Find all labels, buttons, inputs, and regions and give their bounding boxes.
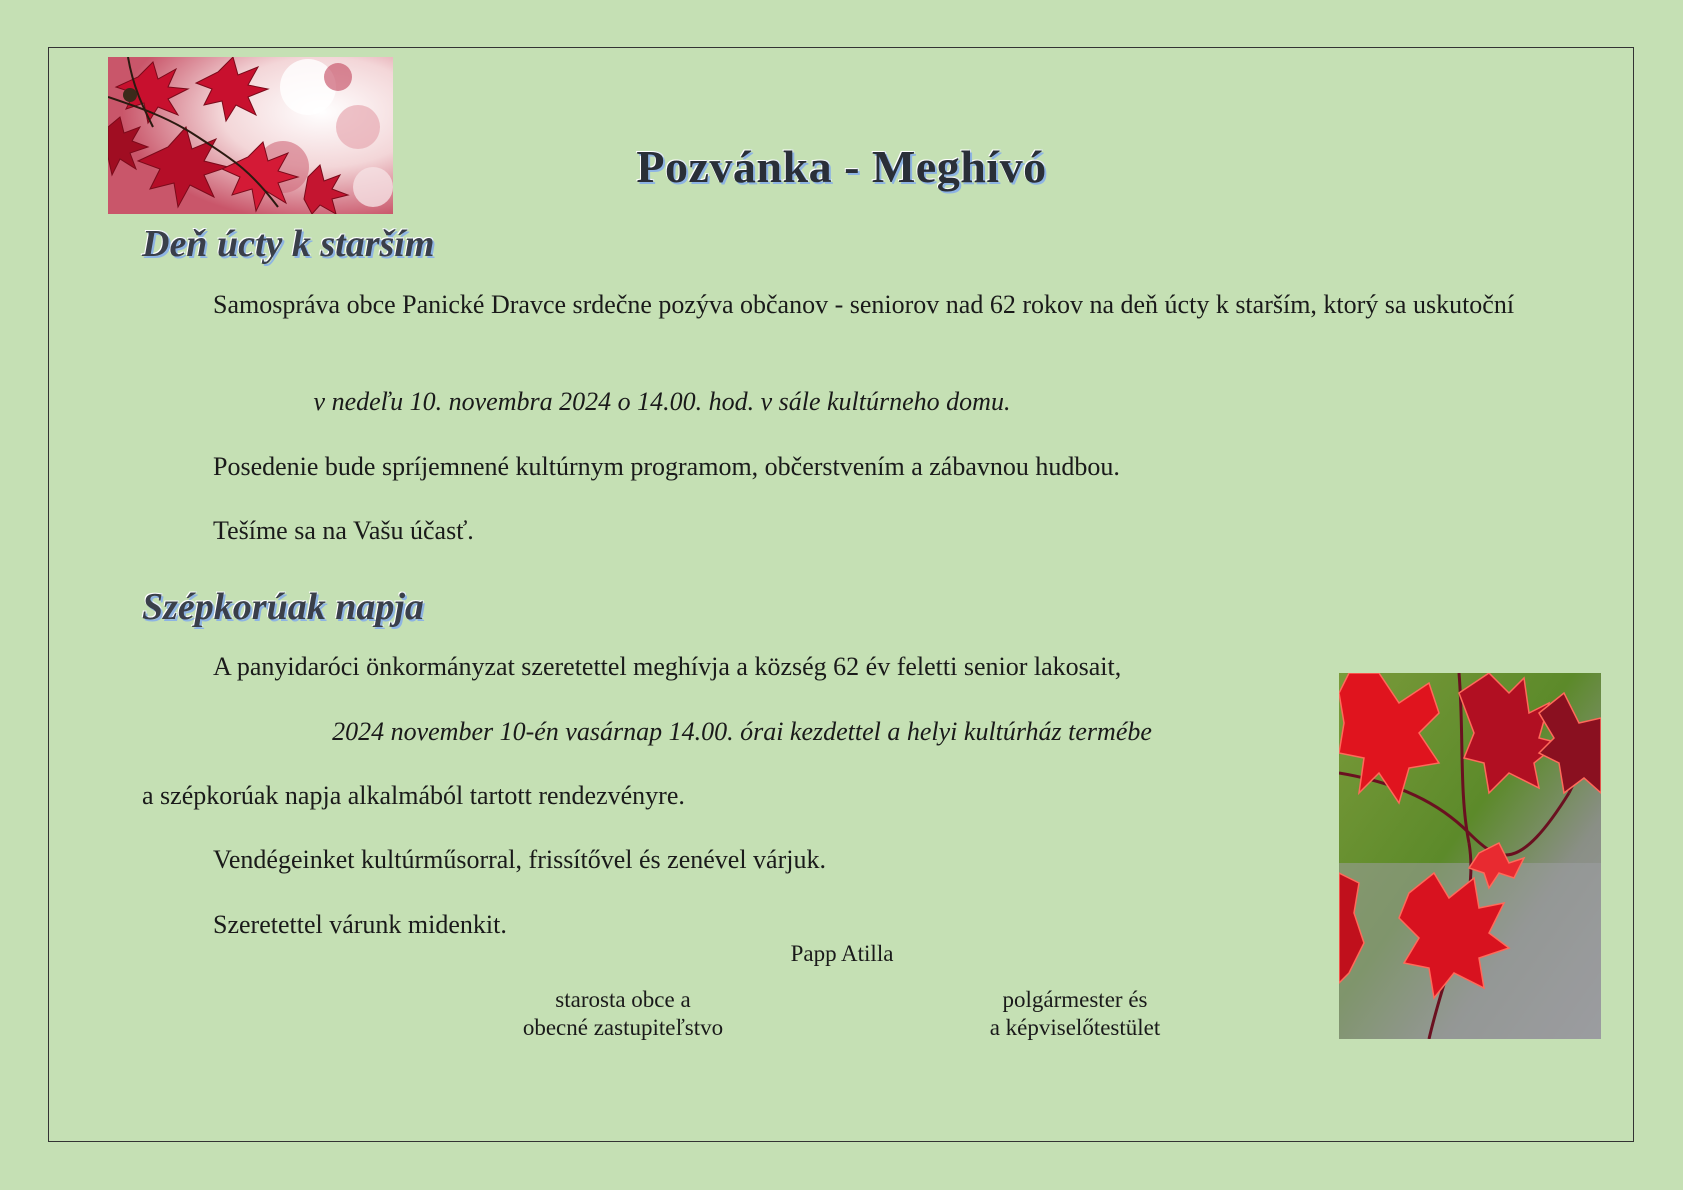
signature-sk-line1: starosta obce a (555, 987, 691, 1012)
hungarian-program: Vendégeinket kultúrműsorral, frissítővel és zenével várjuk. (213, 845, 826, 874)
slovak-intro: Samospráva obce Panické Dravce srdečne pozýva občanov - seniorov nad 62 rokov na deň úcty k starším, ktorý sa uskutoční (213, 290, 1515, 319)
hungarian-heading: Szépkorúak napja (142, 586, 424, 628)
signature-hu-title (935, 986, 1215, 1042)
hungarian-closing: Szeretettel várunk midenkit. (213, 910, 507, 939)
red-leaves-photo-right (1339, 673, 1601, 1039)
signature-hu-line2: a képviselőtestület (989, 1015, 1161, 1040)
slovak-closing: Tešíme sa na Vašu účasť. (213, 516, 474, 545)
slovak-date-place: v nedeľu 10. novembra 2024 o 14.00. hod. v sále kultúrneho domu. (313, 387, 1011, 416)
hungarian-intro: A panyidaróci önkormányzat szeretettel meghívja a község 62 év feletti senior lakosait, (213, 652, 1122, 681)
signature-sk-title (483, 986, 763, 1042)
hungarian-date-place: 2024 november 10-én vasárnap 14.00. órai kezdettel a helyi kultúrház termébe (332, 717, 1152, 746)
signature-sk-line2: obecné zastupiteľstvo (522, 1015, 724, 1040)
hungarian-occasion: a szépkorúak napja alkalmából tartott rendezvényre. (142, 781, 685, 810)
slovak-heading: Deň úcty k starším (142, 223, 435, 265)
signature-name: Papp Atilla (790, 941, 894, 966)
page-title: Pozvánka - Meghívó (636, 141, 1047, 192)
slovak-program: Posedenie bude spríjemnené kultúrnym programom, občerstvením a zábavnou hudbou. (213, 452, 1120, 481)
signature-hu-line1: polgármester és (1002, 987, 1148, 1012)
